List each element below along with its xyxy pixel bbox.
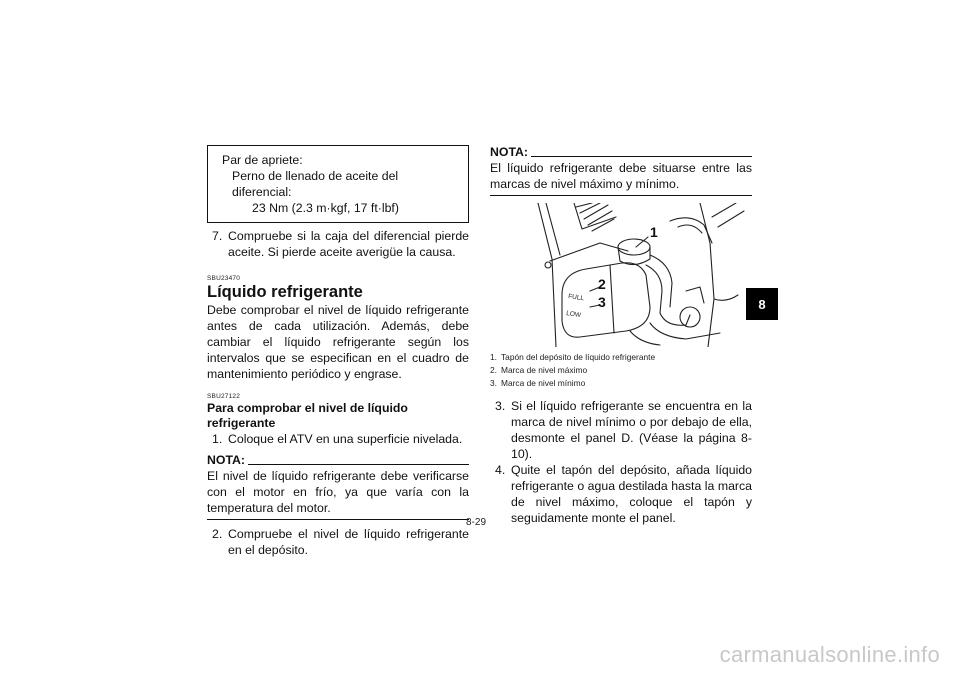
chapter-tab: 8 — [746, 288, 778, 320]
torque-item: Perno de llenado de aceite del diferencial: — [232, 169, 399, 199]
legend-item — [490, 364, 752, 377]
step-text: Compruebe el nivel de líquido refrigerante en el depósito. — [228, 527, 469, 557]
section-title: Líquido refrigerante — [207, 283, 363, 301]
subsection-code: SBU27122 — [207, 393, 241, 400]
note-text: El líquido refrigerante debe situarse entre las marcas de nivel máximo y mínimo. — [490, 160, 752, 196]
note-header — [207, 453, 469, 468]
note-header — [490, 145, 752, 160]
step-2 — [207, 526, 469, 558]
figure-legend — [490, 351, 752, 390]
step-number: 7. — [212, 229, 223, 243]
screw-mark — [545, 262, 551, 268]
illustration-svg — [490, 203, 752, 347]
step-number: 2. — [212, 527, 223, 541]
callout-1: 1 — [650, 224, 658, 240]
note-rule — [248, 464, 469, 465]
legend-text: Tapón del depósito de líquido refrigerante — [501, 352, 656, 362]
legend-number: 3. — [490, 378, 497, 388]
reservoir-cap — [618, 239, 650, 255]
low-mark-label: LOW — [565, 310, 582, 320]
callout-3: 3 — [598, 294, 606, 310]
coolant-reservoir-illustration — [490, 203, 752, 347]
left-column — [207, 145, 469, 558]
step-4 — [490, 462, 752, 526]
page-number: 8-29 — [466, 517, 487, 528]
watermark: carmanualsonline.info — [719, 642, 940, 667]
legend-number: 2. — [490, 365, 497, 375]
subsection-title: Para comprobar el nivel de líquido refrigerante — [207, 401, 408, 430]
torque-heading: Par de apriete: — [222, 153, 303, 167]
section-body: Debe comprobar el nivel de líquido refrigerante antes de cada utilización. Además, debe cambiar el líquido refrigerante según los intervalos que se especifican en el cuadro de mantenimiento periódico y engrase. — [207, 303, 469, 381]
step-text: Quite el tapón del depósito, añada líquido refrigerante o agua destilada hasta la marca de nivel máximo, coloque el tapón y seguidamente monte el panel. — [511, 463, 752, 525]
legend-item — [490, 351, 752, 364]
section-code: SBU23470 — [207, 275, 241, 282]
step-number: 3. — [495, 399, 506, 413]
note-text: El nivel de líquido refrigerante debe verificarse con el motor en frío, ya que varía con la temperatura del motor. — [207, 468, 469, 520]
step-text: Si el líquido refrigerante se encuentra en la marca de nivel mínimo o por debajo de ella, desmonte el panel D. (Véase la página 8-10). — [511, 399, 752, 461]
step-3 — [490, 398, 752, 462]
step-text: Compruebe si la caja del diferencial pierde aceite. Si pierde aceite averigüe la causa. — [228, 229, 469, 259]
frame-line — [538, 203, 556, 347]
right-column — [490, 145, 752, 526]
step-1 — [207, 431, 469, 447]
legend-text: Marca de nivel máximo — [501, 365, 588, 375]
note-label: NOTA: — [207, 453, 246, 467]
torque-value: 23 Nm (2.3 m·kgf, 17 ft·lbf) — [252, 201, 399, 215]
torque-spec-box — [207, 145, 469, 223]
legend-text: Marca de nivel mínimo — [501, 378, 586, 388]
legend-item — [490, 377, 752, 390]
step-number: 4. — [495, 463, 506, 477]
callout-2: 2 — [598, 276, 606, 292]
legend-number: 1. — [490, 352, 497, 362]
step-number: 1. — [212, 432, 223, 446]
step-7 — [207, 228, 469, 260]
note-rule — [531, 156, 752, 157]
step-text: Coloque el ATV en una superficie nivelada. — [228, 432, 463, 446]
note-label: NOTA: — [490, 145, 529, 159]
full-mark-label: FULL — [567, 293, 585, 303]
